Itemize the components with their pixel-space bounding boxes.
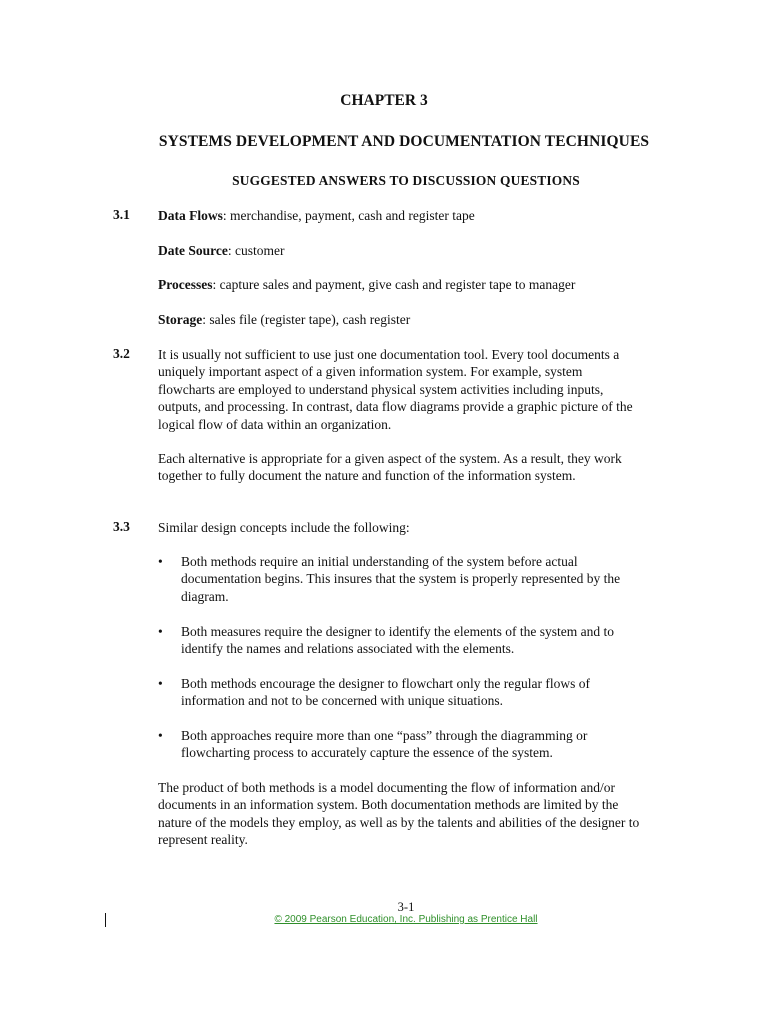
processes-text: : capture sales and payment, give cash and register tape to manager — [212, 277, 576, 292]
date-source-line — [158, 242, 698, 259]
text-line: It is usually not sufficient to use just one documentation tool. Every tool documents a — [158, 347, 620, 362]
text-line: nature of the models they employ, as well as by the talents and abilities of the designer to — [158, 814, 640, 830]
text-line: information and not to be concerned with unique situations. — [181, 693, 504, 709]
question-number-3-3: 3.3 — [113, 519, 130, 534]
date-source-text: : customer — [227, 243, 285, 258]
bullet-icon: • — [158, 624, 163, 639]
list-item — [158, 623, 668, 658]
copyright-link[interactable]: © 2009 Pearson Education, Inc. Publishing as Prentice Hall — [274, 914, 538, 925]
text-line: logical flow of data within an organization. — [158, 416, 392, 432]
text-line: together to fully document the nature and function of the information system. — [158, 468, 576, 484]
bullet-icon: • — [158, 676, 163, 691]
data-flows-text: : merchandise, payment, cash and register tape — [222, 208, 475, 223]
storage-label: Storage — [158, 312, 203, 327]
text-line: Both approaches require more than one “pass” through the diagramming or — [181, 728, 588, 743]
data-flows-line — [158, 207, 698, 224]
text-line: flowcharts are employed to understand physical system activities including inputs, — [158, 381, 604, 397]
text-line: uniquely important aspect of a given information system. For example, system — [158, 364, 583, 380]
answer-3-3-closing — [158, 779, 698, 849]
text-line: identify the names and relations associated with the elements. — [181, 641, 515, 657]
question-number-3-1: 3.1 — [113, 207, 130, 222]
date-source-label: Date Source — [158, 243, 228, 258]
answer-3-3-intro: Similar design concepts include the following: — [158, 520, 410, 535]
answer-3-2-paragraph-2 — [158, 450, 698, 485]
text-line: represent reality. — [158, 832, 248, 848]
text-line: Each alternative is appropriate for a given aspect of the system. As a result, they work — [158, 451, 622, 466]
answer-3-2-paragraph-1 — [158, 346, 698, 433]
processes-line — [158, 276, 698, 293]
text-line: outputs, and processing. In contrast, data flow diagrams provide a graphic picture of the — [158, 399, 633, 415]
question-number-3-2: 3.2 — [113, 346, 130, 361]
bullet-icon: • — [158, 554, 163, 569]
text-line: documentation begins. This insures that the system is properly represented by the — [181, 571, 621, 587]
chapter-title: SYSTEMS DEVELOPMENT AND DOCUMENTATION TECHNIQUES — [158, 133, 650, 150]
text-line: The product of both methods is a model documenting the flow of information and/or — [158, 780, 616, 795]
list-item — [158, 553, 668, 605]
storage-line — [158, 311, 698, 328]
storage-text: : sales file (register tape), cash register — [202, 312, 411, 327]
bullet-icon: • — [158, 728, 163, 743]
processes-label: Processes — [158, 277, 213, 292]
text-line: diagram. — [181, 588, 229, 604]
page-number: 3-1 — [397, 900, 415, 914]
list-item — [158, 675, 668, 710]
text-line: Both measures require the designer to identify the elements of the system and to — [181, 624, 615, 639]
chapter-heading: CHAPTER 3 — [340, 92, 428, 109]
text-line: documents in an information system. Both documentation methods are limited by the — [158, 797, 619, 813]
list-item — [158, 727, 668, 762]
section-subtitle: SUGGESTED ANSWERS TO DISCUSSION QUESTIONS — [232, 173, 580, 188]
text-line: Both methods require an initial understanding of the system before actual — [181, 554, 578, 569]
text-line: flowcharting process to accurately capture the essence of the system. — [181, 745, 553, 761]
text-line: Both methods encourage the designer to flowchart only the regular flows of — [181, 676, 591, 691]
data-flows-label: Data Flows — [158, 208, 223, 223]
